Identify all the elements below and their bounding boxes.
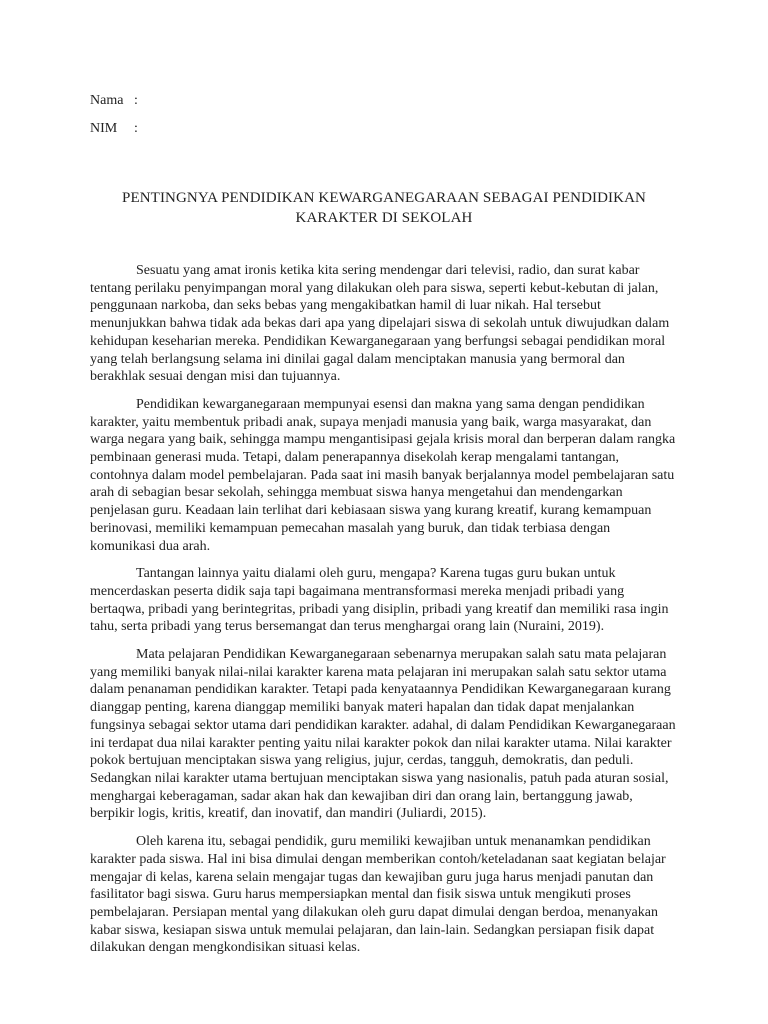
paragraph: Tantangan lainnya yaitu dialami oleh guru, mengapa? Karena tugas guru bukan untuk mencerdaskan peserta didik saja tapi bagaimana mentransformasi mereka menjadi pribadi yang bertaqwa, pribadi yang berintegritas, pribadi yang disiplin, pribadi yang kreatif dan memiliki rasa ingin tahu, serta pribadi yang terus bersemangat dan terus menghargai orang lain (Nuraini, 2019). (90, 566, 669, 635)
paragraph: Oleh karena itu, sebagai pendidik, guru memiliki kewajiban untuk menanamkan pendidikan karakter pada siswa. Hal ini bisa dimulai dengan memberikan contoh/keteladanan saat kegiatan belajar mengajar di kelas, karena selain mengajar tugas dan kewajiban guru juga harus menjadi panutan dan fasilitator bagi siswa. Guru harus mempersiapkan mental dan fisik siswa untuk mengikuti proses pembelajaran. Persiapan mental yang dilakukan oleh guru dapat dimulai dengan berdoa, menanyakan kabar siswa, kesiapan siswa untuk memulai pelajaran, dan lain-lain. Sedangkan persiapan fisik dapat dilakukan dengan mengkondisikan situasi kelas. (90, 834, 666, 956)
name-separator: : (134, 93, 138, 108)
paragraph: Mata pelajaran Pendidikan Kewarganegaraan sebenarnya merupakan salah satu mata pelajaran yang memiliki banyak nilai-nilai karakter karena mata pelajaran ini merupakan salah satu sektor utama dalam penanaman pendidikan karakter. Tetapi pada kenyataannya Pendidikan Kewarganegaraan kurang dianggap penting, karena dianggap memiliki banyak materi hapalan dan tidak dapat menjalankan fungsinya sebagai sektor utama dari pendidikan karakter. adahal, di dalam Pendidikan Kewarganegaraan ini terdapat dua nilai karakter penting yaitu nilai karakter pokok dan nilai karakter utama. Nilai karakter pokok bertujuan menciptakan siswa yang religius, jujur, cerdas, tangguh, demokratis, dan peduli. Sedangkan nilai karakter utama bertujuan menciptakan siswa yang nasionalis, patuh pada aturan sosial, menghargai keberagaman, sadar akan hak dan kewajiban diri dan orang lain, bertanggung jawab, berpikir logis, kritis, kreatif, dan inovatif, dan mandiri (Juliardi, 2015). (90, 647, 676, 822)
name-field (90, 92, 678, 110)
document-body (90, 262, 678, 957)
document-title: PENTINGNYA PENDIDIKAN KEWARGANEGARAAN SEBAGAI PENDIDIKAN KARAKTER DI SEKOLAH (122, 190, 646, 226)
nim-value (144, 120, 678, 138)
nim-field (90, 120, 678, 138)
nim-label: NIM (90, 121, 118, 136)
paragraph: Sesuatu yang amat ironis ketika kita sering mendengar dari televisi, radio, dan surat kabar tentang perilaku penyimpangan moral yang dilakukan oleh para siswa, seperti kebut-kebutan di jalan, penggunaan narkoba, dan seks bebas yang mengakibatkan hamil di luar nikah. Hal tersebut menunjukkan bahwa tidak ada bekas dari apa yang dipelajari siswa di sekolah untuk diwujudkan dalam kehidupan keseharian mereka. Pendidikan Kewarganegaraan yang berfungsi sebagai pendidikan moral yang telah berlangsung selama ini dinilai gagal dalam menciptakan manusia yang bermoral dan berakhlak sesuai dengan misi dan tujuannya. (90, 263, 670, 385)
nim-separator: : (134, 121, 138, 136)
name-value (144, 92, 678, 110)
paragraph: Pendidikan kewarganegaraan mempunyai esensi dan makna yang sama dengan pendidikan karakter, yaitu membentuk pribadi anak, supaya menjadi manusia yang baik, warga masyarakat, dan warga negara yang baik, sehingga mampu mengantisipasi gejala krisis moral dan berperan dalam rangka pembinaan generasi muda. Tetapi, dalam penerapannya disekolah kerap mengalami tantangan, contohnya dalam model pembelajaran. Pada saat ini masih banyak berjalannya model pembelajaran satu arah di sebagian besar sekolah, sehingga membuat siswa hanya mengetahui dan mendengarkan penjelasan guru. Keadaan lain terlihat dari kebiasaan siswa yang kurang kreatif, kurang kemampuan berinovasi, memiliki kemampuan pemecahan masalah yang buruk, dan tidak terbiasa dengan komunikasi dua arah. (90, 396, 676, 554)
name-label: Nama (90, 93, 124, 108)
